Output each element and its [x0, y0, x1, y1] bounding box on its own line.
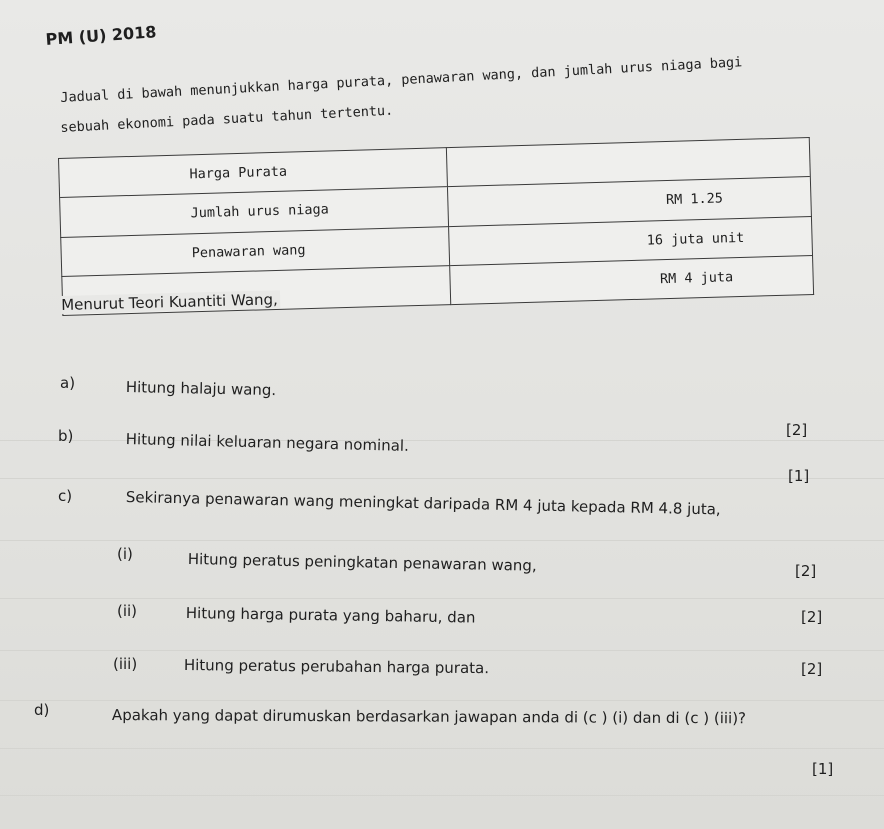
- question-b-text: Hitung nilai keluaran negara nominal.: [125, 430, 410, 455]
- intro-line-2: sebuah ekonomi pada suatu tahun tertentu.: [60, 102, 394, 136]
- question-c-part-text: Hitung peratus peningkatan penawaran wang,: [187, 550, 537, 575]
- paper-rule: [0, 540, 884, 541]
- question-a-text: Hitung halaju wang.: [125, 378, 277, 400]
- question-c-part-marks: [2]: [795, 562, 817, 580]
- table-value-cell: RM 1.25: [447, 177, 811, 226]
- question-c-part-number: (i): [117, 545, 133, 563]
- paper-rule: [0, 748, 884, 749]
- question-c-part-number: (ii): [117, 602, 138, 620]
- paper-rule: [0, 795, 884, 796]
- table-label-cell: Jumlah urus niaga: [60, 187, 449, 237]
- question-b-marks: [1]: [788, 467, 810, 485]
- question-c-part-number: (iii): [113, 655, 138, 673]
- intro-line-1: Jadual di bawah menunjukkan harga purata, penawaran wang, dan jumlah urus niaga bagi: [60, 54, 743, 106]
- data-table: [58, 137, 814, 316]
- question-a-marks: [2]: [786, 421, 808, 439]
- paper-rule: [0, 598, 884, 599]
- paper-rule: [0, 478, 884, 479]
- question-c-part-text: Hitung peratus perubahan harga purata.: [183, 656, 490, 678]
- question-d-letter: d): [34, 701, 50, 719]
- question-d-text: Apakah yang dapat dirumuskan berdasarkan jawapan anda di (c ) (i) dan di (c ) (iii)?: [111, 706, 747, 728]
- table-label-cell: Penawaran wang: [61, 226, 450, 276]
- question-c-text: Sekiranya penawaran wang meningkat daripada RM 4 juta kepada RM 4.8 juta,: [125, 488, 721, 519]
- paper-rule: [0, 700, 884, 701]
- paper-rule: [0, 650, 884, 651]
- table-value-cell: RM 4 juta: [450, 255, 814, 304]
- question-c-part-text: Hitung harga purata yang baharu, dan: [185, 604, 476, 627]
- question-a-letter: a): [60, 374, 76, 392]
- table-label-cell: Harga Purata: [59, 148, 448, 198]
- theory-note: Menurut Teori Kuantiti Wang,: [61, 290, 279, 314]
- question-d-marks: [1]: [812, 760, 834, 778]
- question-b-letter: b): [58, 427, 74, 445]
- question-c-part-marks: [2]: [801, 660, 823, 678]
- exam-header: PM (U) 2018: [45, 22, 157, 49]
- question-c-part-marks: [2]: [801, 608, 823, 626]
- table-value-cell: 16 juta unit: [449, 216, 813, 265]
- question-c-letter: c): [58, 487, 73, 505]
